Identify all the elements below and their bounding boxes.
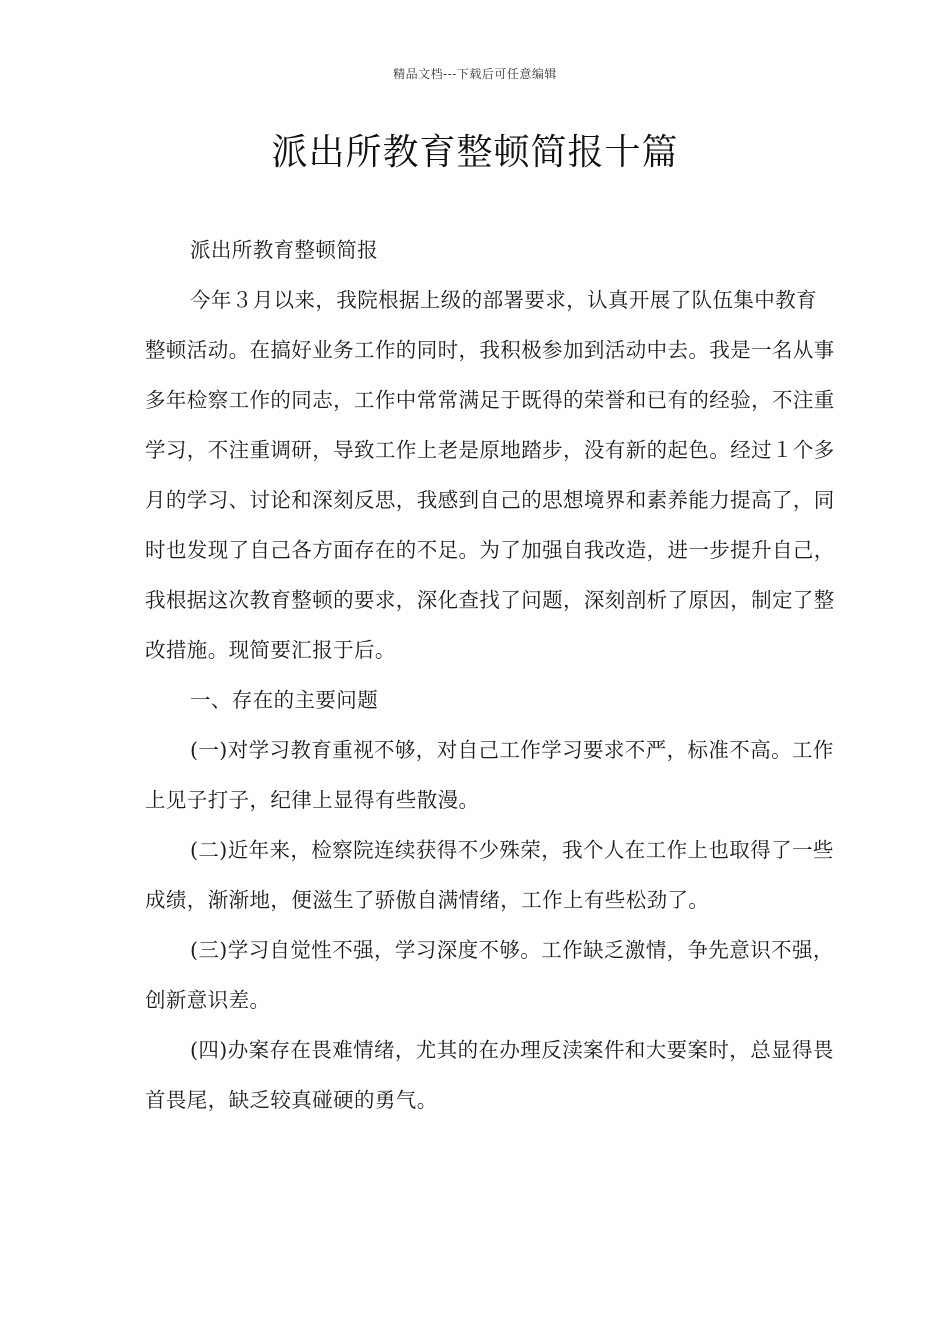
document-body [145,225,835,1125]
problem-item-1: (一)对学习教育重视不够，对自己工作学习要求不严，标准不高。工作上见子打子，纪律上显得有些散漫。 [145,738,834,812]
intro-paragraph: 今年３月以来，我院根据上级的部署要求，认真开展了队伍集中教育整顿活动。在搞好业务工作的同时，我积极参加到活动中去。我是一名从事多年检察工作的同志，工作中常常满足于既得的荣誉和已有的经验，不注重学习，不注重调研，导致工作上老是原地踏步，没有新的起色。经过１个多月的学习、讨论和深刻反思，我感到自己的思想境界和素养能力提高了，同时也发现了自己各方面存在的不足。为了加强自我改造，进一步提升自己，我根据这次教育整顿的要求，深化查找了问题，深刻剖析了原因，制定了整改措施。现简要汇报于后。 [145,288,835,662]
section-heading: 一、存在的主要问题 [190,688,379,712]
subtitle-paragraph: 派出所教育整顿简报 [190,238,379,262]
header-note: 精品文档---下载后可任意编辑 [393,67,557,81]
problem-item-3: (三)学习自觉性不强，学习深度不够。工作缺乏激情，争先意识不强，创新意识差。 [145,938,834,1012]
problem-item-2: (二)近年来，检察院连续获得不少殊荣，我个人在工作上也取得了一些成绩，渐渐地，便滋生了骄傲自满情绪，工作上有些松劲了。 [145,838,834,912]
problem-item-4: (四)办案存在畏难情绪，尤其的在办理反渎案件和大要案时，总显得畏首畏尾，缺乏较真碰硬的勇气。 [145,1038,834,1112]
document-title: 派出所教育整顿简报十篇 [271,132,679,173]
